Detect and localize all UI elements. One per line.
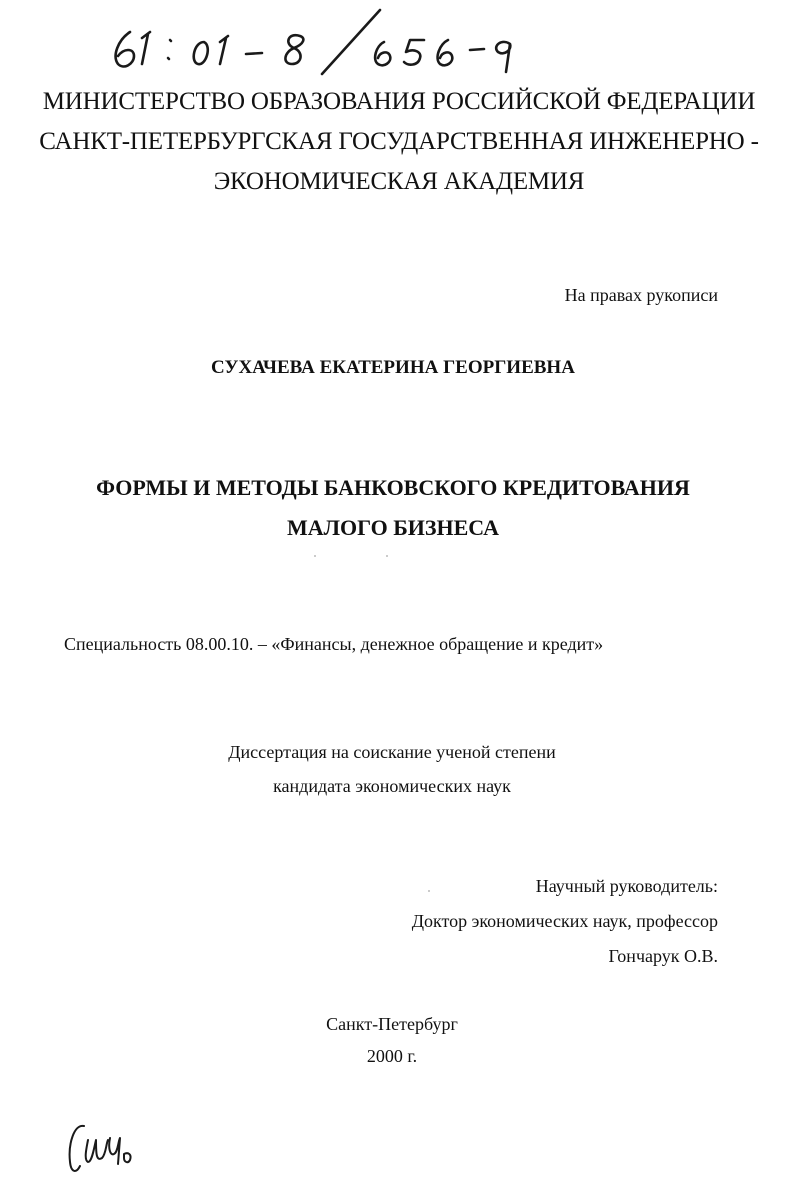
title-line-2: МАЛОГО БИЗНЕСА <box>287 515 499 540</box>
title-line-1: ФОРМЫ И МЕТОДЫ БАНКОВСКОГО КРЕДИТОВАНИЯ <box>96 475 690 500</box>
year: 2000 г. <box>366 1046 418 1066</box>
scan-speck <box>314 555 316 557</box>
degree-statement <box>0 735 784 803</box>
institution-header <box>0 82 798 202</box>
handwritten-number-drawing <box>108 6 528 78</box>
handwritten-signature <box>62 1118 142 1178</box>
specialty-line: Специальность 08.00.10. – «Финансы, денежное обращение и кредит» <box>64 634 604 654</box>
supervisor-label: Научный руководитель: <box>535 876 718 896</box>
supervisor-degree: Доктор экономических наук, профессор <box>411 911 718 931</box>
degree-line-2: кандидата экономических наук <box>273 776 511 796</box>
manuscript-note: На правах рукописи <box>564 285 718 305</box>
handwritten-catalog-number <box>108 6 528 78</box>
academy-line-1: САНКТ-ПЕТЕРБУРГСКАЯ ГОСУДАРСТВЕННАЯ ИНЖЕНЕРНО - <box>39 128 759 155</box>
place-and-year <box>0 1008 784 1072</box>
degree-line-1: Диссертация на соискание ученой степени <box>228 742 556 762</box>
supervisor-name: Гончарук О.В. <box>608 946 718 966</box>
supervisor-block <box>412 869 718 974</box>
city: Санкт-Петербург <box>326 1014 458 1034</box>
academy-line-2: ЭКОНОМИЧЕСКАЯ АКАДЕМИЯ <box>213 168 585 195</box>
author-name: СУХАЧЕВА ЕКАТЕРИНА ГЕОРГИЕВНА <box>211 357 575 378</box>
scan-speck <box>386 555 388 557</box>
signature-drawing <box>62 1118 142 1178</box>
ministry-line: МИНИСТЕРСТВО ОБРАЗОВАНИЯ РОССИЙСКОЙ ФЕДЕРАЦИИ <box>42 88 756 115</box>
dissertation-title <box>0 468 786 548</box>
